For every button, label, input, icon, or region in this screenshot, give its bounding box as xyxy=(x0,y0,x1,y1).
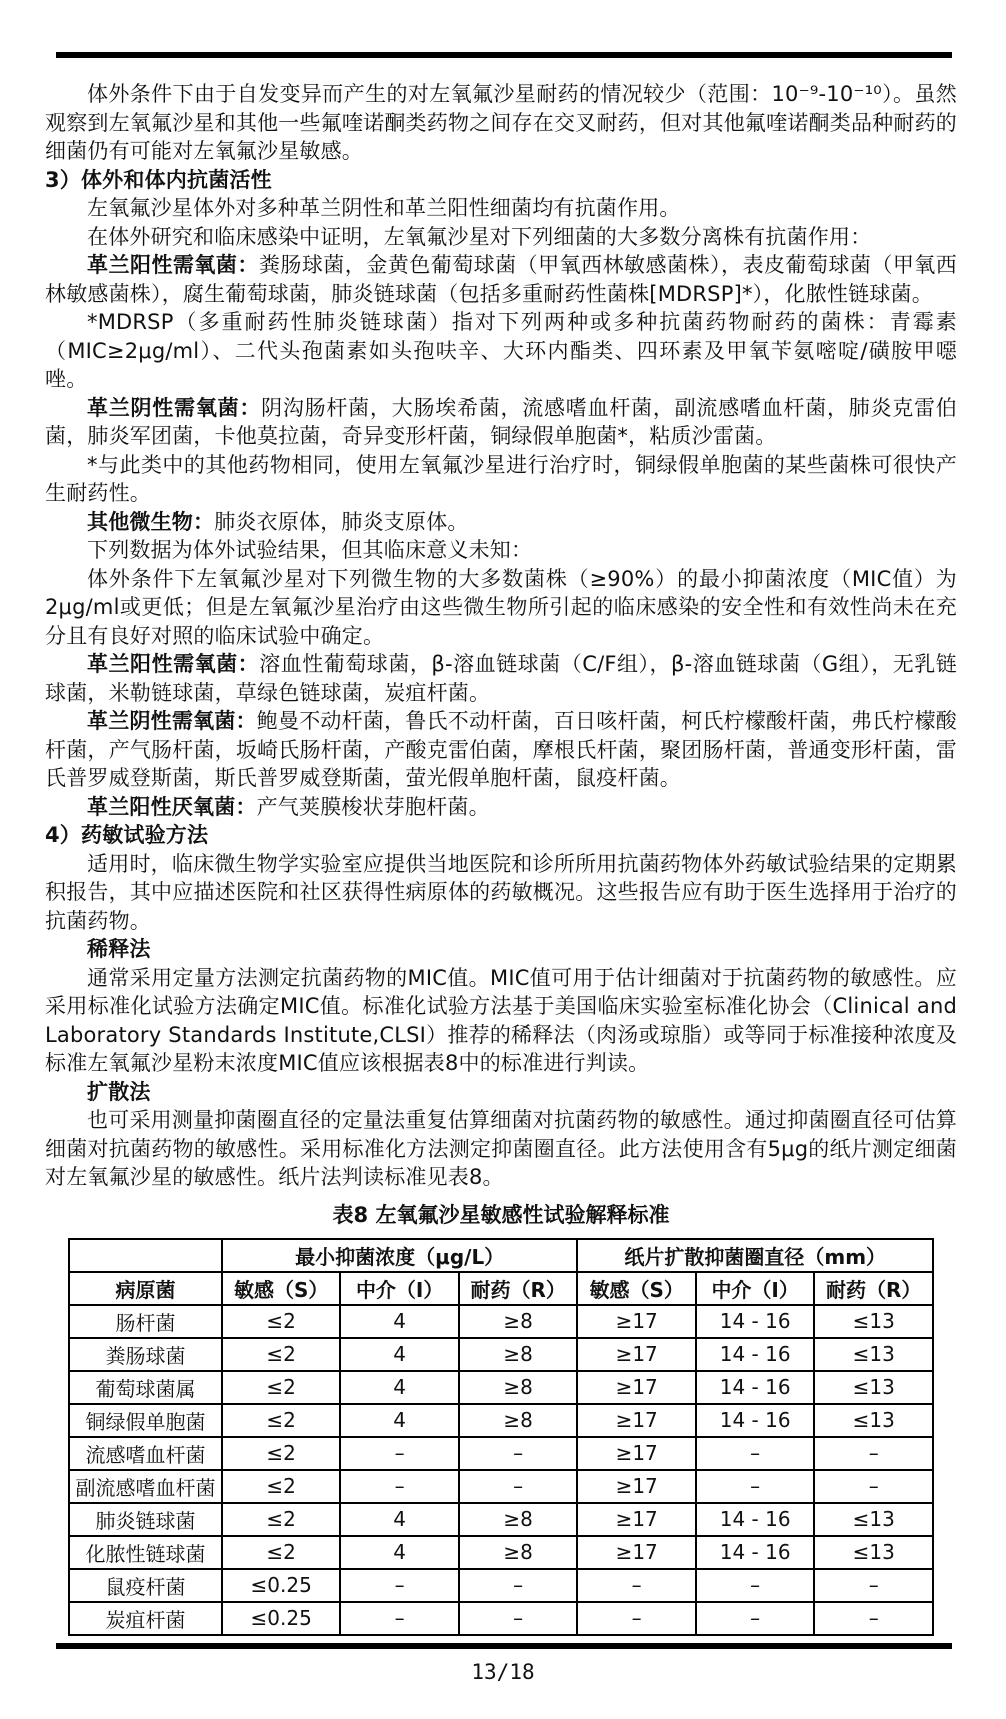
pathogen-cell: 肺炎链球菌 xyxy=(69,1503,222,1536)
value-cell: ≤13 xyxy=(814,1536,933,1569)
text-run: 也可采用测量抑菌圈直径的定量法重复估算细菌对抗菌药物的敏感性。通过抑菌圈直径可估算细菌对抗菌药物的敏感性。采用标准化方法测定抑菌圈直径。此方法使用含有5μg的纸片测定细菌对左氧氟沙星的敏感性。纸片法判读标准见表8。 xyxy=(45,1108,957,1189)
value-cell: 14 - 16 xyxy=(696,1338,815,1371)
value-cell: ≥17 xyxy=(577,1503,696,1536)
bold-run: 4）药敏试验方法 xyxy=(45,823,209,847)
bold-run: 革兰阳性厌氧菌： xyxy=(87,794,257,819)
value-cell: – xyxy=(577,1602,696,1635)
value-cell: ≥17 xyxy=(577,1338,696,1371)
value-cell: – xyxy=(459,1602,578,1635)
value-cell: – xyxy=(696,1602,815,1635)
empty-header-cell xyxy=(69,1239,222,1272)
paragraph xyxy=(45,308,957,394)
value-cell: ≥17 xyxy=(577,1470,696,1503)
value-cell: ≥8 xyxy=(459,1338,578,1371)
column-header-cell: 敏感（S） xyxy=(222,1272,341,1305)
value-cell: ≤13 xyxy=(814,1503,933,1536)
value-cell: ≤2 xyxy=(222,1404,341,1437)
pathogen-cell: 粪肠球菌 xyxy=(69,1338,222,1371)
value-cell: – xyxy=(814,1569,933,1602)
group-header-cell: 纸片扩散抑菌圈直径（mm） xyxy=(577,1239,933,1272)
column-header-cell: 耐药（R） xyxy=(459,1272,578,1305)
paragraph xyxy=(45,194,957,223)
text-run: *MDRSP（多重耐药性肺炎链球菌）指对下列两种或多种抗菌药物耐药的菌株：青霉素（MIC≥2μg/ml）、二代头孢菌素如头孢呋辛、大环内酯类、四环素及甲氧苄氨嘧啶/磺胺甲噁唑。 xyxy=(45,310,957,391)
pathogen-cell: 葡萄球菌属 xyxy=(69,1371,222,1404)
table-row xyxy=(69,1404,933,1437)
bold-run: 3）体外和体内抗菌活性 xyxy=(45,167,272,192)
page-number: 13/18 xyxy=(471,1660,535,1684)
value-cell: 4 xyxy=(340,1338,459,1371)
section-heading xyxy=(45,1078,957,1107)
value-cell: – xyxy=(577,1569,696,1602)
text-run: 阴沟肠杆菌，大肠埃希菌，流感嗜血杆菌，副流感嗜血杆菌，肺炎克雷伯菌，肺炎军团菌，卡他莫拉菌，奇异变形杆菌，铜绿假单胞菌*，粘质沙雷菌。 xyxy=(45,395,957,448)
value-cell: ≤2 xyxy=(222,1503,341,1536)
bottom-border-rule xyxy=(56,1643,952,1649)
column-header-cell: 中介（I） xyxy=(696,1272,815,1305)
value-cell: 14 - 16 xyxy=(696,1536,815,1569)
value-cell: ≤0.25 xyxy=(222,1602,341,1635)
table-header xyxy=(69,1239,933,1305)
paragraph xyxy=(45,565,957,651)
pathogen-cell: 铜绿假单胞菌 xyxy=(69,1404,222,1437)
table-row xyxy=(69,1338,933,1371)
table-caption: 表8 左氧氟沙星敏感性试验解释标准 xyxy=(332,1202,670,1227)
value-cell: ≤2 xyxy=(222,1536,341,1569)
pathogen-cell: 副流感嗜血杆菌 xyxy=(69,1470,222,1503)
text-run: 通常采用定量方法测定抗菌药物的MIC值。MIC值可用于估计细菌对于抗菌药物的敏感性。应采用标准化试验方法确定MIC值。标准化试验方法基于美国临床实验室标准化协会（Clinical and Laboratory Standards Institute,CLSI）推荐的稀释法（肉汤或琼脂）或等同于标准接种浓度及标准左氧氟沙星粉末浓度MIC值应该根据表8中的标准进行判读。 xyxy=(45,965,957,1075)
paragraph xyxy=(45,850,957,936)
table-row xyxy=(69,1371,933,1404)
value-cell: 4 xyxy=(340,1503,459,1536)
pathogen-cell: 鼠疫杆菌 xyxy=(69,1569,222,1602)
value-cell: 4 xyxy=(340,1404,459,1437)
bold-run: 其他微生物： xyxy=(87,509,215,534)
value-cell: ≥17 xyxy=(577,1371,696,1404)
value-cell: ≥17 xyxy=(577,1437,696,1470)
value-cell: 14 - 16 xyxy=(696,1371,815,1404)
paragraph xyxy=(45,650,957,707)
value-cell: – xyxy=(340,1437,459,1470)
section-heading xyxy=(45,821,957,850)
value-cell: ≤13 xyxy=(814,1305,933,1338)
table-row xyxy=(69,1569,933,1602)
table-row xyxy=(69,1470,933,1503)
value-cell: – xyxy=(459,1569,578,1602)
value-cell: – xyxy=(340,1569,459,1602)
value-cell: ≤13 xyxy=(814,1404,933,1437)
text-run: 溶血性葡萄球菌，β-溶血链球菌（C/F组），β-溶血链球菌（G组），无乳链球菌，米勒链球菌，草绿色链球菌，炭疽杆菌。 xyxy=(45,652,957,705)
paragraph xyxy=(45,1106,957,1192)
top-border-rule xyxy=(56,52,952,58)
pathogen-cell: 炭疽杆菌 xyxy=(69,1602,222,1635)
value-cell: ≤13 xyxy=(814,1338,933,1371)
bold-run: 革兰阳性需氧菌： xyxy=(87,652,260,676)
text-run: *与此类中的其他药物相同，使用左氧氟沙星进行治疗时，铜绿假单胞菌的某些菌株可很快产生耐药性。 xyxy=(45,452,957,505)
paragraph xyxy=(45,80,957,166)
value-cell: ≤2 xyxy=(222,1470,341,1503)
susceptibility-table xyxy=(68,1238,934,1636)
value-cell: ≥8 xyxy=(459,1536,578,1569)
value-cell: 14 - 16 xyxy=(696,1404,815,1437)
table-subheader-row xyxy=(69,1272,933,1305)
bold-run: 扩散法 xyxy=(87,1079,151,1104)
value-cell: – xyxy=(696,1437,815,1470)
paragraph xyxy=(45,707,957,793)
value-cell: ≤13 xyxy=(814,1371,933,1404)
table-row xyxy=(69,1503,933,1536)
column-header-cell: 病原菌 xyxy=(69,1272,222,1305)
value-cell: ≤0.25 xyxy=(222,1569,341,1602)
paragraph xyxy=(45,793,957,822)
value-cell: – xyxy=(340,1602,459,1635)
text-run: 鲍曼不动杆菌，鲁氏不动杆菌，百日咳杆菌，柯氏柠檬酸杆菌，弗氏柠檬酸杆菌，产气肠杆菌，坂崎氏肠杆菌，产酸克雷伯菌，摩根氏杆菌，聚团肠杆菌，普通变形杆菌，雷氏普罗威登斯菌，斯氏普罗威登斯菌，萤光假单胞杆菌，鼠疫杆菌。 xyxy=(45,709,957,790)
bold-run: 革兰阴性需氧菌： xyxy=(87,395,262,420)
text-run: 下列数据为体外试验结果，但其临床意义未知： xyxy=(87,538,533,562)
value-cell: 14 - 16 xyxy=(696,1503,815,1536)
text-run: 产气荚膜梭状芽胞杆菌。 xyxy=(256,794,490,819)
value-cell: – xyxy=(814,1470,933,1503)
document-body xyxy=(45,80,957,1636)
paragraph xyxy=(45,251,957,308)
value-cell: – xyxy=(459,1437,578,1470)
table-row xyxy=(69,1536,933,1569)
paragraph xyxy=(45,508,957,537)
paragraph xyxy=(45,964,957,1078)
bold-run: 革兰阳性需氧菌： xyxy=(87,253,259,277)
section-heading xyxy=(45,166,957,195)
value-cell: ≥17 xyxy=(577,1404,696,1437)
value-cell: – xyxy=(814,1602,933,1635)
value-cell: 14 - 16 xyxy=(696,1305,815,1338)
value-cell: 4 xyxy=(340,1536,459,1569)
value-cell: ≤2 xyxy=(222,1338,341,1371)
pathogen-cell: 流感嗜血杆菌 xyxy=(69,1437,222,1470)
text-run: 体外条件下左氧氟沙星对下列微生物的大多数菌株（≥90%）的最小抑菌浓度（MIC值）为2μg/ml或更低；但是左氧氟沙星治疗由这些微生物所引起的临床感染的安全性和有效性尚未在充分且有良好对照的临床试验中确定。 xyxy=(45,566,957,648)
bold-run: 稀释法 xyxy=(87,937,151,961)
value-cell: 4 xyxy=(340,1371,459,1404)
value-cell: ≥17 xyxy=(577,1536,696,1569)
text-run: 左氧氟沙星体外对多种革兰阴性和革兰阳性细菌均有抗菌作用。 xyxy=(87,196,681,220)
value-cell: – xyxy=(340,1470,459,1503)
value-cell: ≥8 xyxy=(459,1503,578,1536)
value-cell: – xyxy=(459,1470,578,1503)
section-heading xyxy=(45,935,957,964)
paragraph xyxy=(45,394,957,451)
table-rows xyxy=(69,1305,933,1635)
paragraph xyxy=(45,536,957,565)
value-cell: ≥17 xyxy=(577,1305,696,1338)
table-group-header-row xyxy=(69,1239,933,1272)
value-cell: ≥8 xyxy=(459,1305,578,1338)
value-cell: ≤2 xyxy=(222,1371,341,1404)
value-cell: ≤2 xyxy=(222,1305,341,1338)
column-header-cell: 中介（I） xyxy=(340,1272,459,1305)
value-cell: 4 xyxy=(340,1305,459,1338)
text-run: 粪肠球菌，金黄色葡萄球菌（甲氧西林敏感菌株），表皮葡萄球菌（甲氧西林敏感菌株），腐生葡萄球菌，肺炎链球菌（包括多重耐药性菌株[MDRSP]*），化脓性链球菌。 xyxy=(45,253,957,306)
pathogen-cell: 肠杆菌 xyxy=(69,1305,222,1338)
value-cell: ≥8 xyxy=(459,1404,578,1437)
text-run: 适用时，临床微生物学实验室应提供当地医院和诊所所用抗菌药物体外药敏试验结果的定期累积报告，其中应描述医院和社区获得性病原体的药敏概况。这些报告应有助于医生选择用于治疗的抗菌药物。 xyxy=(45,851,957,933)
value-cell: ≥8 xyxy=(459,1371,578,1404)
group-header-cell: 最小抑菌浓度（μg/L） xyxy=(222,1239,578,1272)
text-run: 体外条件下由于自发变异而产生的对左氧氟沙星耐药的情况较少（范围：10⁻⁹-10⁻¹⁰）。虽然观察到左氧氟沙星和其他一些氟喹诺酮类药物之间存在交叉耐药，但对其他氟喹诺酮类品种耐药的细菌仍有可能对左氧氟沙星敏感。 xyxy=(45,82,957,163)
table-row xyxy=(69,1602,933,1635)
text-run: 在体外研究和临床感染中证明，左氧氟沙星对下列细菌的大多数分离株有抗菌作用： xyxy=(87,224,872,249)
value-cell: ≤2 xyxy=(222,1437,341,1470)
bold-run: 革兰阴性需氧菌： xyxy=(87,709,257,733)
value-cell: – xyxy=(696,1569,815,1602)
value-cell: – xyxy=(696,1470,815,1503)
column-header-cell: 敏感（S） xyxy=(577,1272,696,1305)
table-row xyxy=(69,1305,933,1338)
paragraph xyxy=(45,451,957,508)
text-run: 肺炎衣原体，肺炎支原体。 xyxy=(214,509,469,534)
table-row xyxy=(69,1437,933,1470)
paragraph xyxy=(45,223,957,252)
column-header-cell: 耐药（R） xyxy=(814,1272,933,1305)
pathogen-cell: 化脓性链球菌 xyxy=(69,1536,222,1569)
value-cell: – xyxy=(814,1437,933,1470)
